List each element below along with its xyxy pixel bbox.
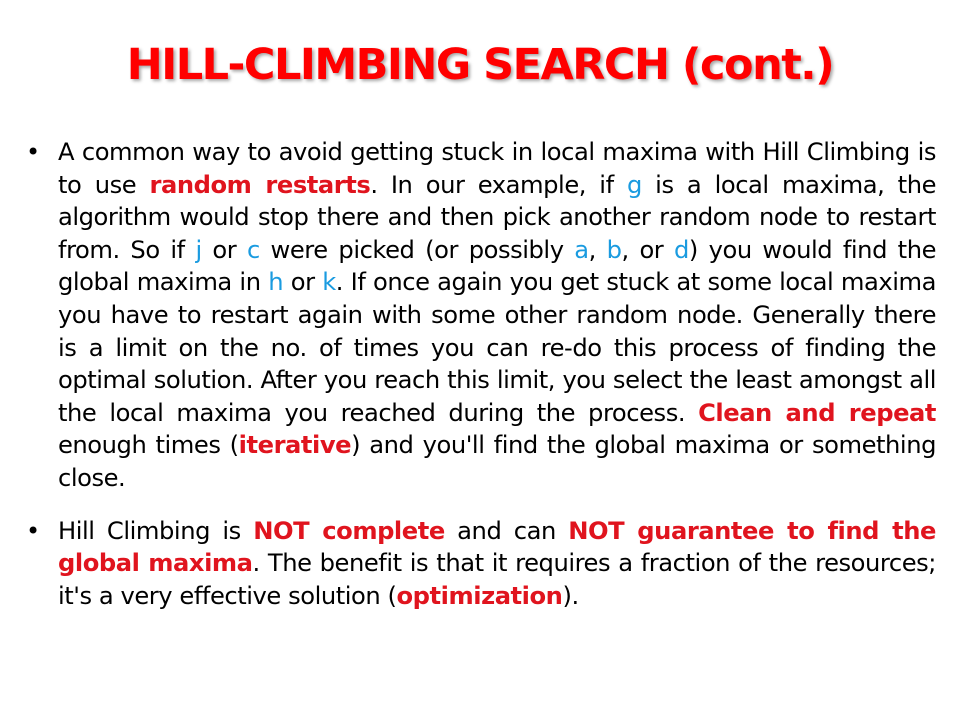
text-run: . If once again you get stuck at some local maxima you have to restart again with some other random node. Generally there is a limit on the no. of times you can re-do this process of finding the optimal solution. After you reach this limit, you select the least amongst all the local maxima you reached during the process.: [58, 268, 936, 427]
text-run: ) you would find the global maxima in: [58, 235, 937, 297]
node-b: b: [606, 235, 622, 264]
emphasis-optimization: optimization: [396, 581, 563, 610]
text-run: is a local maxima, the algorithm would stop there and then pick another random node to restart from. So if: [58, 170, 937, 264]
text-run: or: [283, 268, 323, 297]
slide-title: HILL-CLIMBING SEARCH (cont.): [126, 40, 834, 90]
node-h: h: [268, 268, 284, 297]
emphasis-not-complete: NOT complete: [253, 516, 445, 545]
node-a: a: [574, 235, 589, 264]
node-d: d: [674, 235, 689, 264]
text-run: . In our example, if: [370, 170, 627, 199]
emphasis-iterative: iterative: [238, 431, 352, 460]
node-j: j: [195, 235, 202, 264]
emphasis-clean-and-repeat: Clean and repeat: [698, 398, 937, 427]
text-run: , or: [621, 235, 675, 264]
node-k: k: [322, 268, 336, 297]
text-run: or: [201, 235, 247, 264]
emphasis-not-guarantee: NOT guarantee to find the global maxima: [58, 516, 936, 578]
text-run: . The benefit is that it requires a fraction of the resources; it's a very effective solution (: [58, 549, 936, 610]
text-run: ) and you'll find the global maxima or something close.: [58, 431, 936, 492]
text-run: Hill Climbing is: [58, 516, 254, 545]
text-run: ).: [562, 581, 579, 610]
bullet-dot-icon: •: [26, 138, 40, 166]
bullet-list: [26, 136, 936, 612]
node-c: c: [246, 235, 260, 264]
text-run: were picked (or possibly: [259, 235, 575, 264]
bullet-random-restarts: [26, 136, 936, 495]
text-run: enough times (: [58, 431, 239, 460]
node-g: g: [626, 170, 642, 199]
bullet-dot-icon: •: [26, 516, 40, 545]
emphasis-random-restarts: random restarts: [149, 170, 371, 199]
bullet-not-complete: [26, 515, 936, 613]
text-run: ,: [588, 235, 607, 264]
text-run: A common way to avoid getting stuck in local maxima with Hill Climbing is to use: [58, 138, 936, 199]
text-run: and can: [444, 516, 569, 545]
